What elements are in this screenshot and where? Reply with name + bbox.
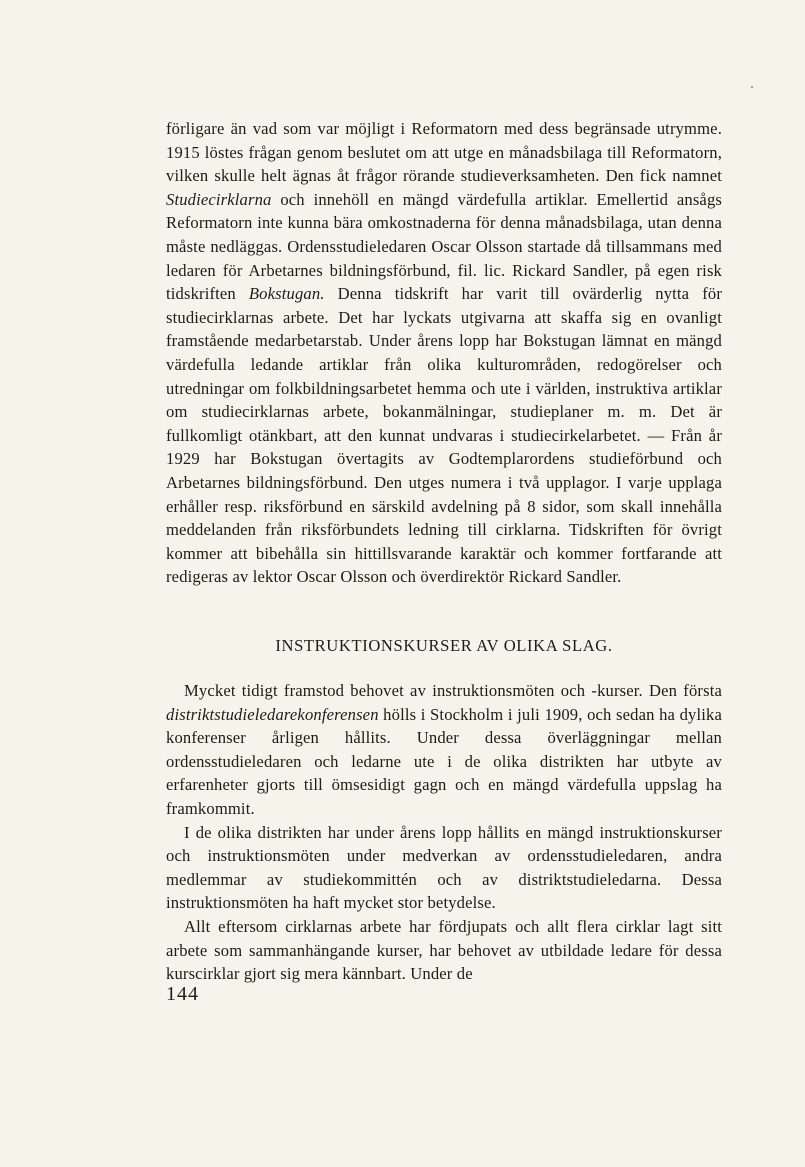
section-heading: INSTRUKTIONSKURSER AV OLIKA SLAG. bbox=[275, 636, 613, 655]
italic-term: distriktstudieledarekonferensen bbox=[166, 704, 379, 724]
section-paragraph-2: I de olika distrikten har under årens lopp hållits en mängd instruktionskurser och instruktionsmöten under medverkan av ordensstudieledaren, andra medlemmar av studiekommittén och av distriktstudieledarna. Dessa instruktionsmöten ha haft mycket stor betydelse. bbox=[166, 822, 722, 913]
paragraph-continued bbox=[166, 117, 722, 589]
text-run: förligare än vad som var möjligt i Reformatorn med dess begränsade utrymme. 1915 löstes frågan genom beslutet om att utge en månadsbilaga till Reformatorn, vilken skulle helt ägnas åt frågor rörande studieverksamheten. Den fick namnet bbox=[166, 119, 722, 186]
text-run: Mycket tidigt framstod behovet av instruktionsmöten och -kurser. Den första bbox=[184, 681, 722, 700]
italic-title-bokstugan: Bokstugan. bbox=[248, 284, 325, 304]
paragraph-text bbox=[166, 117, 722, 589]
italic-title-studiecirklarna: Studiecirklarna bbox=[166, 189, 272, 209]
section-paragraph-3: Allt eftersom cirklarnas arbete har fördjupats och allt flera cirklar lagt sitt arbete som sammanhängande kurser, har behovet av utbildade ledare för dessa kurscirklar gjort sig mera kännbart. Under de bbox=[166, 916, 722, 984]
text-run: Denna tidskrift har varit till ovärderlig nytta för studiecirklarnas arbete. Det har lyckats utgivarna att skaffa sig en ovanligt framstående medarbetarstab. Under årens lopp har Bokstugan lämnat en mängd värdefulla ledande artiklar från olika kulturområden, redogörelser och utredningar om folkbildningsarbetet hemma och ute i världen, instruktiva artiklar om studiecirklarnas arbete, bokanmälningar, studieplaner m. m. Det är fullkomligt otänkbart, att den kunnat undvaras i studiecirkelarbetet. — Från år 1929 har Bokstugan övertagits av Godtemplarordens studieförbund och Arbetarnes bildningsförbund. Den utges numera i två upplagor. I varje upplaga erhåller resp. riksförbund en särskild avdelning på 8 sidor, som skall innehålla meddelanden från riksförbundets ledning till cirklarna. Tidskriften för övrigt kommer att bibehålla sin hittillsvarande karaktär och kommer fortfarande att redigeras av lektor Oscar Olsson och överdirektör Rickard Sandler. bbox=[166, 284, 722, 587]
text-run: och innehöll en mängd värdefulla artiklar. Emellertid ansågs Reformatorn inte kunna bära omkostnaderna för denna månadsbilaga, utan denna måste nedläggas. Ordensstudieledaren Oscar Olsson startade då tillsammans med ledaren för Arbetarnes bildningsförbund, fil. lic. Rickard Sandler, på egen risk tidskriften bbox=[166, 189, 722, 304]
section-body bbox=[166, 679, 722, 986]
paper-speck bbox=[751, 86, 753, 88]
section-paragraph-1 bbox=[166, 679, 722, 821]
page-number: 144 bbox=[166, 983, 199, 1005]
text-run: hölls i Stockholm i juli 1909, och sedan ha dylika konferenser årligen hållits. Under dessa överläggningar mellan ordensstudieledaren och ledarne ute i de olika distrikten har utbyte av erfarenheter gjorts till ömsesidigt gagn och en mängd värdefulla uppslag ha framkommit. bbox=[166, 704, 722, 818]
